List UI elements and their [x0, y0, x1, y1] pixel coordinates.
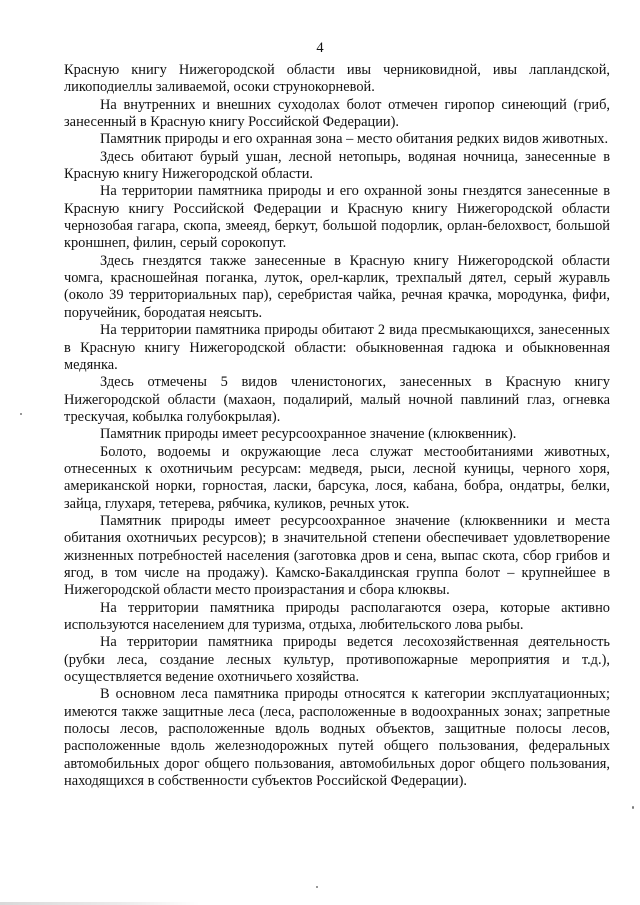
paragraph-bats: Здесь обитают бурый ушан, лесной нетопырь, водяная ночница, занесенные в Красную книгу Нижегородской области. — [64, 148, 610, 183]
paragraph-nesting-birds-regional: Здесь гнездятся также занесенные в Красную книгу Нижегородской области чомга, красношейная поганка, луток, орел-карлик, трехпалый дятел, серый журавль (около 39 территориальных пар), серебристая чайка, речная крачка, мородунка, фифи, поручейник, бородатая неясыть. — [64, 252, 610, 321]
paragraph-forestry: На территории памятника природы ведется лесохозяйственная деятельность (рубки леса, создание лесных культур, противопожарные мероприятия и т.д.), осуществляется ведение охотничьего хозяйства. — [64, 634, 610, 686]
paragraph-resource-value: Памятник природы имеет ресурсоохранное значение (клюквенник). — [100, 426, 517, 443]
paragraph-forest-categories: В основном леса памятника природы относятся к категории эксплуатационных; имеются также защитные леса (леса, расположенные в водоохранных зонах; запретные полосы лесов, расположенные вдоль водных объектов, защитные полосы лесов, расположенные вдоль железнодорожных путей общего пользования, федеральных автомобильных дорог общего пользования, автомобильных дорог общего пользования, находящихся в собственности субъектов Российской Федерации). — [64, 686, 610, 790]
paragraph-continuation: Красную книгу Нижегородской области ивы черниковидной, ивы лапландской, ликоподиеллы заливаемой, осоки струнокорневой. — [64, 62, 610, 96]
paragraph-reptiles: На территории памятника природы обитают 2 вида пресмыкающихся, занесенных в Красную книгу Нижегородской области: обыкновенная гадюка и обыкновенная медянка. — [64, 322, 610, 373]
paragraph-rare-animals: Памятник природы и его охранная зона – место обитания редких видов животных. — [100, 131, 609, 148]
paragraph-arthropods: Здесь отмечены 5 видов членистоногих, занесенных в Красную книгу Нижегородской области (махаон, подалирий, малый ночной павлиний глаз, огневка трескучая, кобылка голубокрылая). — [64, 374, 610, 425]
paragraph-population-needs: Памятник природы имеет ресурсоохранное значение (клюквенники и места обитания охотничьих ресурсов); в значительной степени обеспечивает удовлетворение жизненных потребностей населения (заготовка дров и сена, выпас скота, сбор грибов и ягод, в том числе на продажу). Камско-Бакалдинская группа болот – крупнейшее в Нижегородской области место произрастания и сбора клюквы. — [64, 512, 610, 599]
document-body — [64, 62, 610, 790]
page-number: 4 — [316, 40, 324, 56]
paragraph-lakes: На территории памятника природы располагаются озера, которые активно используются населением для туризма, отдыха, любительского лова рыбы. — [64, 599, 610, 633]
scan-speck — [632, 806, 634, 809]
scan-speck — [20, 413, 22, 415]
scan-speck — [316, 886, 318, 888]
paragraph-hunting-resources: Болото, водоемы и окружающие леса служат местообитаниями животных, отнесенных к охотничьим ресурсам: медведя, рыси, лесной куницы, черного хоря, американской норки, горностая, ласки, барсука, лося, кабана, бобра, ондатры, белки, зайца, глухаря, тетерева, рябчика, куликов, речных уток. — [64, 443, 610, 512]
paragraph-nesting-birds-federal: На территории памятника природы и его охранной зоны гнездятся занесенные в Красную книгу Российской Федерации и Красную книгу Нижегородской области чернозобая гагара, скопа, змееяд, беркут, большой подорлик, орлан-белохвост, большой кроншнеп, филин, серый сорокопут. — [64, 183, 610, 252]
paragraph-gyroporus: На внутренних и внешних суходолах болот отмечен гиропор синеющий (гриб, занесенный в Красную книгу Российской Федерации). — [64, 96, 610, 131]
